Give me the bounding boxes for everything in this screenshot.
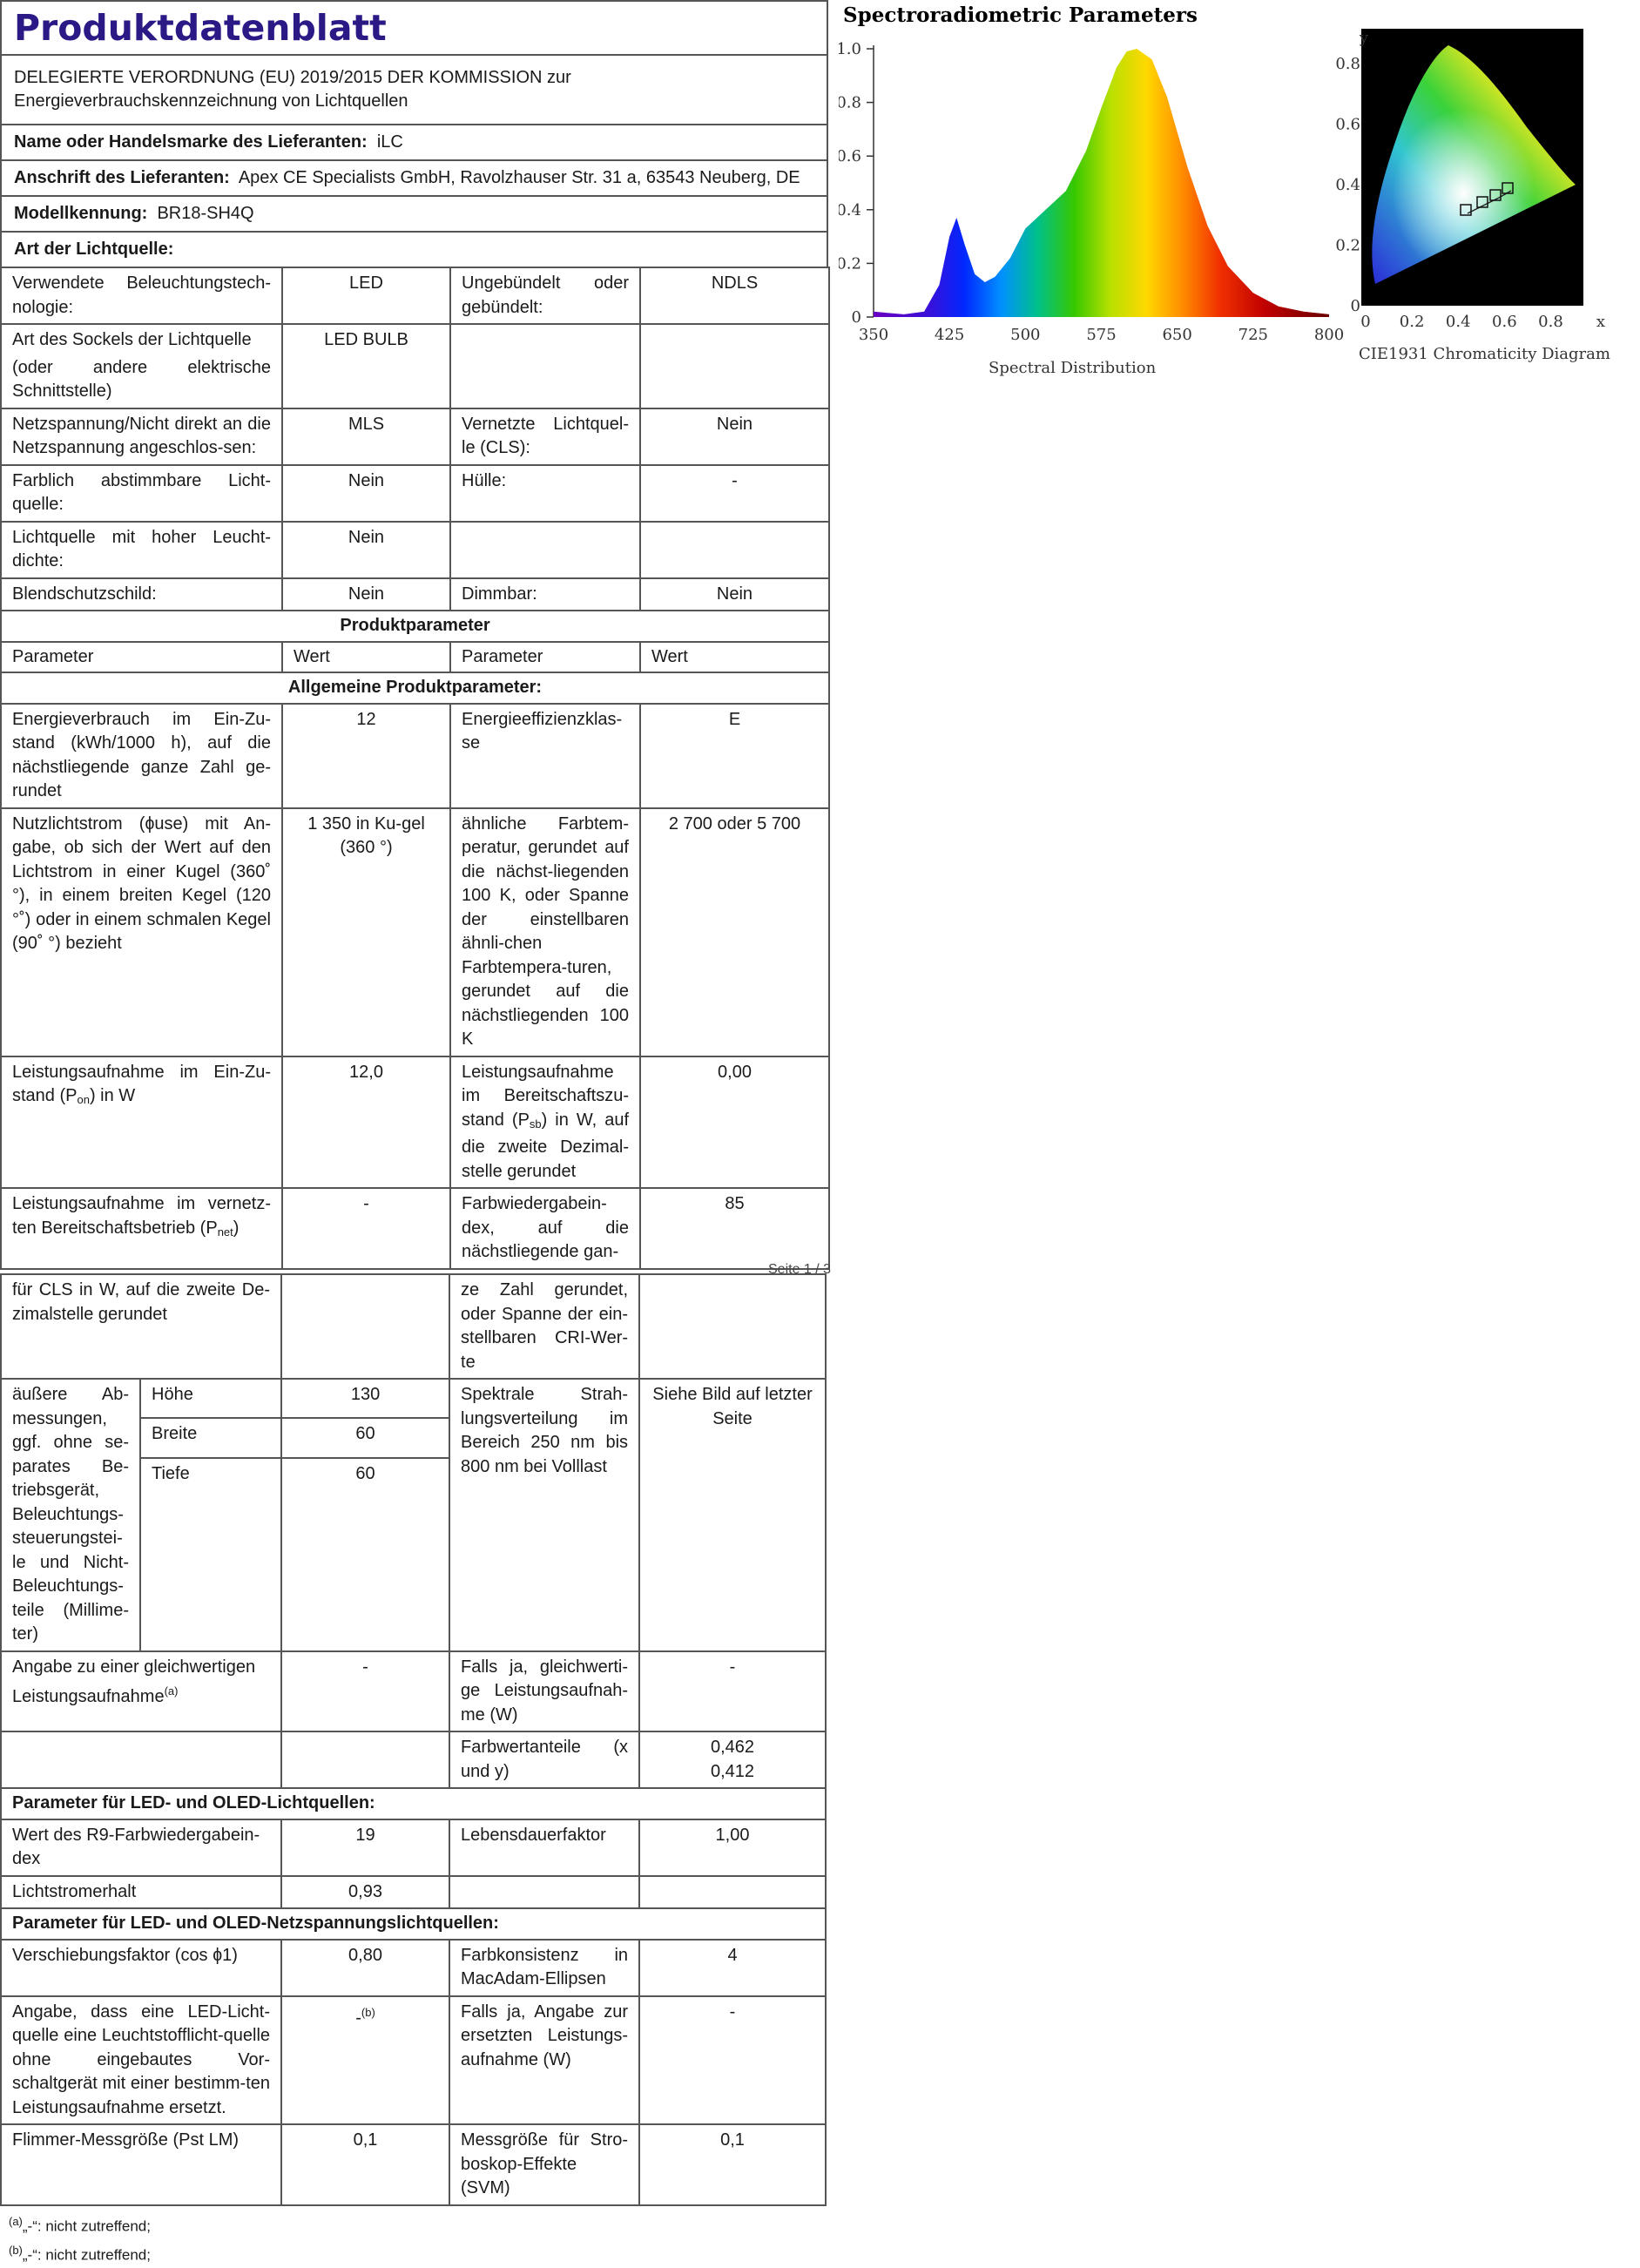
width-label: Breite: [140, 1418, 281, 1457]
table-row: [1, 1788, 826, 1819]
energy-consumption-value: 12: [282, 704, 450, 808]
colour-consistency-value: 4: [639, 1940, 826, 1996]
table-row: [1, 1996, 826, 2125]
footnote-mark-b: (b): [9, 2244, 23, 2258]
regulation-line-1: DELEGIERTE VERORDNUNG (EU) 2019/2015 DER KOMMISSION zur: [14, 68, 571, 87]
spectrum-x-tick-label: 725: [1238, 326, 1269, 344]
general-parameters-heading: Allgemeine Produktparameter:: [1, 672, 829, 704]
table-row: [1, 408, 829, 465]
supplier-address-label: Anschrift des Lieferanten:: [14, 168, 230, 187]
supplier-address-value: Apex CE Specialists GmbH, Ravolzhauser Str. 31 a, 63543 Neuberg, DE: [238, 168, 800, 187]
height-value: 130: [281, 1379, 449, 1418]
empty-cell: [281, 1731, 449, 1788]
equivalent-power-w-value: -: [639, 1651, 826, 1732]
mains-value: MLS: [282, 408, 450, 465]
fluorescent-replacement-value: [281, 1996, 449, 2125]
led-parameters-heading: Parameter für LED- und OLED-Lichtquellen:: [1, 1788, 826, 1819]
directional-value: NDLS: [640, 267, 829, 324]
standby-power-text: Leistungsaufnahme im Bereitschaftszu-stand (P: [462, 1062, 629, 1130]
spectrum-x-tick-label: 575: [1086, 326, 1117, 344]
regulation-box: [0, 54, 828, 124]
replaced-power-label: Falls ja, Angabe zur ersetzten Leistungs-aufnahme (W): [449, 1996, 639, 2125]
column-header-parameter: Parameter: [450, 642, 640, 673]
directional-label: Ungebündelt oder gebündelt:: [450, 267, 640, 324]
table-row: [1, 672, 829, 704]
displacement-factor-label: Verschiebungsfaktor (cos ɸ1): [1, 1940, 281, 1996]
standby-power-label: [450, 1056, 640, 1189]
luminous-flux-value: 1 350 in Ku-gel (360 °): [282, 808, 450, 1056]
chromaticity-value: [639, 1731, 826, 1788]
cie-x-tick-label: 0.2: [1399, 313, 1425, 331]
cie-x-tick-label: 0: [1360, 313, 1371, 331]
flicker-value: 0,1: [281, 2124, 449, 2205]
cie-y-tick-label: 0.2: [1335, 236, 1360, 255]
page-1: [0, 0, 828, 1270]
cie-y-tick-label: 0.6: [1335, 115, 1360, 134]
table-row: [1, 1876, 826, 1909]
spectroradiometric-svg: [839, 0, 1640, 383]
tunable-value: Nein: [282, 465, 450, 522]
cap-type-label: [1, 324, 282, 408]
column-header-parameter: Parameter: [1, 642, 282, 673]
equivalent-power-text: Angabe zu einer gleichwertigen Leistungsaufnahme: [12, 1657, 256, 1706]
spectrum-xlabel: Spectral Distribution: [989, 359, 1157, 377]
cap-type-value: LED BULB: [282, 324, 450, 408]
width-value: 60: [281, 1418, 449, 1457]
cie-y-tick-label: 0.8: [1335, 54, 1360, 73]
empty-cell: [281, 1274, 449, 1379]
spectrum-y-tick-label: 0.6: [839, 147, 861, 166]
standby-power-subscript: sb: [529, 1117, 542, 1131]
efficiency-class-value: E: [640, 704, 829, 808]
empty-cell: [1, 1731, 281, 1788]
spectrum-y-tick-label: 0.2: [839, 254, 861, 273]
equivalent-power-label: [1, 1651, 281, 1732]
replaced-power-value: -: [639, 1996, 826, 2125]
equivalent-power-value: -: [281, 1651, 449, 1732]
spectrum-x-tick-label: 500: [1010, 326, 1041, 344]
networked-standby-value: -: [282, 1188, 450, 1269]
on-mode-power-subscript: on: [77, 1093, 90, 1106]
survival-factor-value: 1,00: [639, 1819, 826, 1876]
table-row: [1, 808, 829, 1056]
cap-type-label-line2: (oder andere elektrische Schnittstelle): [12, 357, 271, 401]
fluorescent-replacement-label: Angabe, dass eine LED-Licht-quelle eine Leuchtstofflicht-quelle ohne eingebautes Vor-schaltgerät mit einer bestimm-ten Leistungsaufnahme ersetzt.: [1, 1996, 281, 2125]
spectral-distribution-label: Spektrale Strah-lungsverteilung im Bereich 250 nm bis 800 nm bei Volllast: [449, 1379, 639, 1651]
type-table: [0, 267, 830, 1270]
networked-standby-label-continued: für CLS in W, auf die zweite De-zimalstelle gerundet: [1, 1274, 281, 1379]
empty-cell: [639, 1876, 826, 1909]
cie-x-axis-name: x: [1596, 313, 1606, 331]
table-row: [1, 324, 829, 408]
on-mode-power-label: [1, 1056, 282, 1189]
cie-y-tick-label: 0: [1350, 297, 1360, 315]
chromaticity-label: Farbwertanteile (x und y): [449, 1731, 639, 1788]
model-value: BR18-SH4Q: [157, 204, 254, 223]
product-parameters-heading: Produktparameter: [1, 611, 829, 642]
cie-y-tick-label: 0.4: [1335, 175, 1360, 194]
dimensions-label: äußere Ab-messungen, ggf. ohne se-parates Be-triebsgerät, Beleuchtungs-steuerungstei-le und Nicht-Beleuchtungs-teile (Millime-ter): [1, 1379, 140, 1651]
dimmable-label: Dimmbar:: [450, 578, 640, 611]
survival-factor-label: Lebensdauerfaktor: [449, 1819, 639, 1876]
figure-title: Spectroradiometric Parameters: [843, 3, 1198, 27]
empty-cell: [640, 324, 829, 408]
displacement-factor-value: 0,80: [281, 1940, 449, 1996]
networked-standby-text-end: ): [233, 1218, 240, 1238]
continuation-table: [0, 1273, 827, 2206]
spectrum-y-tick-label: 0.8: [839, 93, 861, 112]
cie-x-tick-label: 0.6: [1492, 313, 1517, 331]
on-mode-power-value: 12,0: [282, 1056, 450, 1189]
footnote-a: [0, 2210, 825, 2239]
table-row: [1, 1188, 829, 1269]
table-row: [1, 465, 829, 522]
spectrum-x-tick-label: 800: [1313, 326, 1345, 344]
supplier-name-row: [0, 124, 828, 159]
page-2: [0, 1273, 825, 2268]
standby-power-value: 0,00: [640, 1056, 829, 1189]
cie-x-tick-label: 0.8: [1538, 313, 1563, 331]
chromaticity-x: 0,462: [710, 1738, 755, 1757]
footnote-ref-a: (a): [164, 1684, 179, 1698]
empty-cell: [640, 522, 829, 578]
cct-value: 2 700 oder 5 700: [640, 808, 829, 1056]
tunable-label: Farblich abstimmbare Licht-quelle:: [1, 465, 282, 522]
mains-label: Netzspannung/Nicht direkt an die Netzspannung angeschlos-sen:: [1, 408, 282, 465]
on-mode-power-text-end: ) in W: [89, 1086, 136, 1105]
envelope-label: Hülle:: [450, 465, 640, 522]
cls-label: Vernetzte Lichtquel-le (CLS):: [450, 408, 640, 465]
document-title: Produktdatenblatt: [0, 0, 828, 54]
lumen-maintenance-label: Lichtstromerhalt: [1, 1876, 281, 1909]
column-header-value: Wert: [640, 642, 829, 673]
supplier-name-value: iLC: [376, 132, 403, 152]
supplier-address-row: [0, 159, 828, 195]
table-row: [1, 1379, 826, 1418]
table-row: [1, 2124, 826, 2205]
depth-label: Tiefe: [140, 1458, 281, 1651]
cap-type-label-line1: Art des Sockels der Lichtquelle: [12, 330, 252, 349]
anti-glare-label: Blendschutzschild:: [1, 578, 282, 611]
stroboscopic-value: 0,1: [639, 2124, 826, 2205]
spectral-distribution-value: Siehe Bild auf letzter Seite: [639, 1379, 826, 1651]
table-row: [1, 1940, 826, 1996]
height-label: Höhe: [140, 1379, 281, 1418]
column-header-value: Wert: [282, 642, 450, 673]
spectrum-x-tick-label: 425: [934, 326, 965, 344]
equivalent-power-w-label: Falls ja, gleichwerti-ge Leistungsaufnah-me (W): [449, 1651, 639, 1732]
standby-power-text-end: ) in W, auf die zweite Dezimal-stelle gerundet: [462, 1110, 629, 1181]
luminous-flux-label: Nutzlichtstrom (ɸuse) mit An-gabe, ob sich der Wert auf den Lichtstrom in einer Kugel (360˚ °), in einem breiten Kegel (120 °˚) oder in einem schmalen Kegel (90˚ °) bezieht: [1, 808, 282, 1056]
light-source-type-label: Art der Lichtquelle:: [14, 240, 174, 259]
table-row: [1, 522, 829, 578]
cct-label: ähnliche Farbtem-peratur, gerundet auf die nächst-liegenden 100 K, oder Spanne der einstellbaren ähnli-chen Farbtempera-turen, gerundet auf die nächstliegenden 100 K: [450, 808, 640, 1056]
spectrum-y-tick-label: 0: [851, 308, 861, 327]
footnote-b: [0, 2238, 825, 2268]
colour-consistency-label: Farbkonsistenz in MacAdam-Ellipsen: [449, 1940, 639, 1996]
cie-diagram: [1335, 29, 1610, 363]
spectrum-y-tick-label: 1.0: [839, 40, 861, 58]
energy-consumption-label: Energieverbrauch im Ein-Zu-stand (kWh/1000 h), auf die nächstliegende ganze Zahl ge-rundet: [1, 704, 282, 808]
cri-value: 85: [640, 1188, 829, 1269]
footnote-text-b: „-“: nicht zutreffend;: [22, 2246, 151, 2264]
regulation-line-2: Energieverbrauchskennzeichnung von Lichtquellen: [14, 91, 408, 111]
table-row: [1, 1274, 826, 1379]
anti-glare-value: Nein: [282, 578, 450, 611]
table-row: [1, 611, 829, 642]
cie-x-tick-label: 0.4: [1445, 313, 1471, 331]
table-row: [1, 1651, 826, 1732]
cls-value: Nein: [640, 408, 829, 465]
light-source-type-row: [0, 231, 828, 267]
cri-label: Farbwiedergabein-dex, auf die nächstliegende gan-: [450, 1188, 640, 1269]
spectrum-y-tick-label: 0.4: [839, 200, 861, 219]
efficiency-class-label: Energieeffizienzklas-se: [450, 704, 640, 808]
empty-cell: [639, 1274, 826, 1379]
networked-standby-text: Leistungsaufnahme im vernetz-ten Bereitschaftsbetrieb (P: [12, 1194, 271, 1238]
spectrum-x-tick-label: 650: [1162, 326, 1192, 344]
fluorescent-replacement-text: -: [355, 2008, 361, 2028]
networked-standby-subscript: net: [217, 1225, 233, 1239]
technology-value: LED: [282, 267, 450, 324]
spectrum-curve: [874, 49, 1329, 317]
dimmable-value: Nein: [640, 578, 829, 611]
r9-value: 19: [281, 1819, 449, 1876]
table-row: [1, 267, 829, 324]
chromaticity-y: 0,412: [710, 1761, 755, 1781]
depth-value: 60: [281, 1458, 449, 1651]
empty-cell: [449, 1876, 639, 1909]
cie-xlabel: CIE1931 Chromaticity Diagram: [1359, 345, 1610, 363]
high-luminance-value: Nein: [282, 522, 450, 578]
cie-y-axis-name: y: [1359, 29, 1369, 47]
spectroradiometric-figure: [839, 0, 1640, 383]
lumen-maintenance-value: 0,93: [281, 1876, 449, 1909]
spectrum-x-tick-label: 350: [858, 326, 889, 344]
table-row: [1, 642, 829, 673]
footnote-ref-b: (b): [361, 2005, 375, 2019]
networked-standby-label: [1, 1188, 282, 1269]
table-row: [1, 1731, 826, 1788]
table-row: [1, 1056, 829, 1189]
mains-parameters-heading: Parameter für LED- und OLED-Netzspannungslichtquellen:: [1, 1908, 826, 1940]
table-row: [1, 1908, 826, 1940]
technology-label: Verwendete Beleuchtungstech-nologie:: [1, 267, 282, 324]
empty-cell: [450, 522, 640, 578]
page-number: Seite 1 / 3: [768, 1262, 832, 1277]
high-luminance-label: Lichtquelle mit hoher Leucht-dichte:: [1, 522, 282, 578]
cri-label-continued: ze Zahl gerundet, oder Spanne der ein-stellbaren CRI-Wer-te: [449, 1274, 639, 1379]
model-label: Modellkennung:: [14, 204, 148, 223]
stroboscopic-label: Messgröße für Stro-boskop-Effekte (SVM): [449, 2124, 639, 2205]
table-row: [1, 704, 829, 808]
model-row: [0, 195, 828, 231]
flicker-label: Flimmer-Messgröße (Pst LM): [1, 2124, 281, 2205]
envelope-value: -: [640, 465, 829, 522]
footnote-text-a: „-“: nicht zutreffend;: [22, 2217, 151, 2235]
table-row: [1, 578, 829, 611]
footnote-mark-a: (a): [9, 2214, 23, 2228]
supplier-name-label: Name oder Handelsmarke des Lieferanten:: [14, 132, 368, 152]
on-mode-power-text: Leistungsaufnahme im Ein-Zu-stand (P: [12, 1062, 271, 1105]
r9-label: Wert des R9-Farbwiedergabein-dex: [1, 1819, 281, 1876]
table-row: [1, 1819, 826, 1876]
empty-cell: [450, 324, 640, 408]
